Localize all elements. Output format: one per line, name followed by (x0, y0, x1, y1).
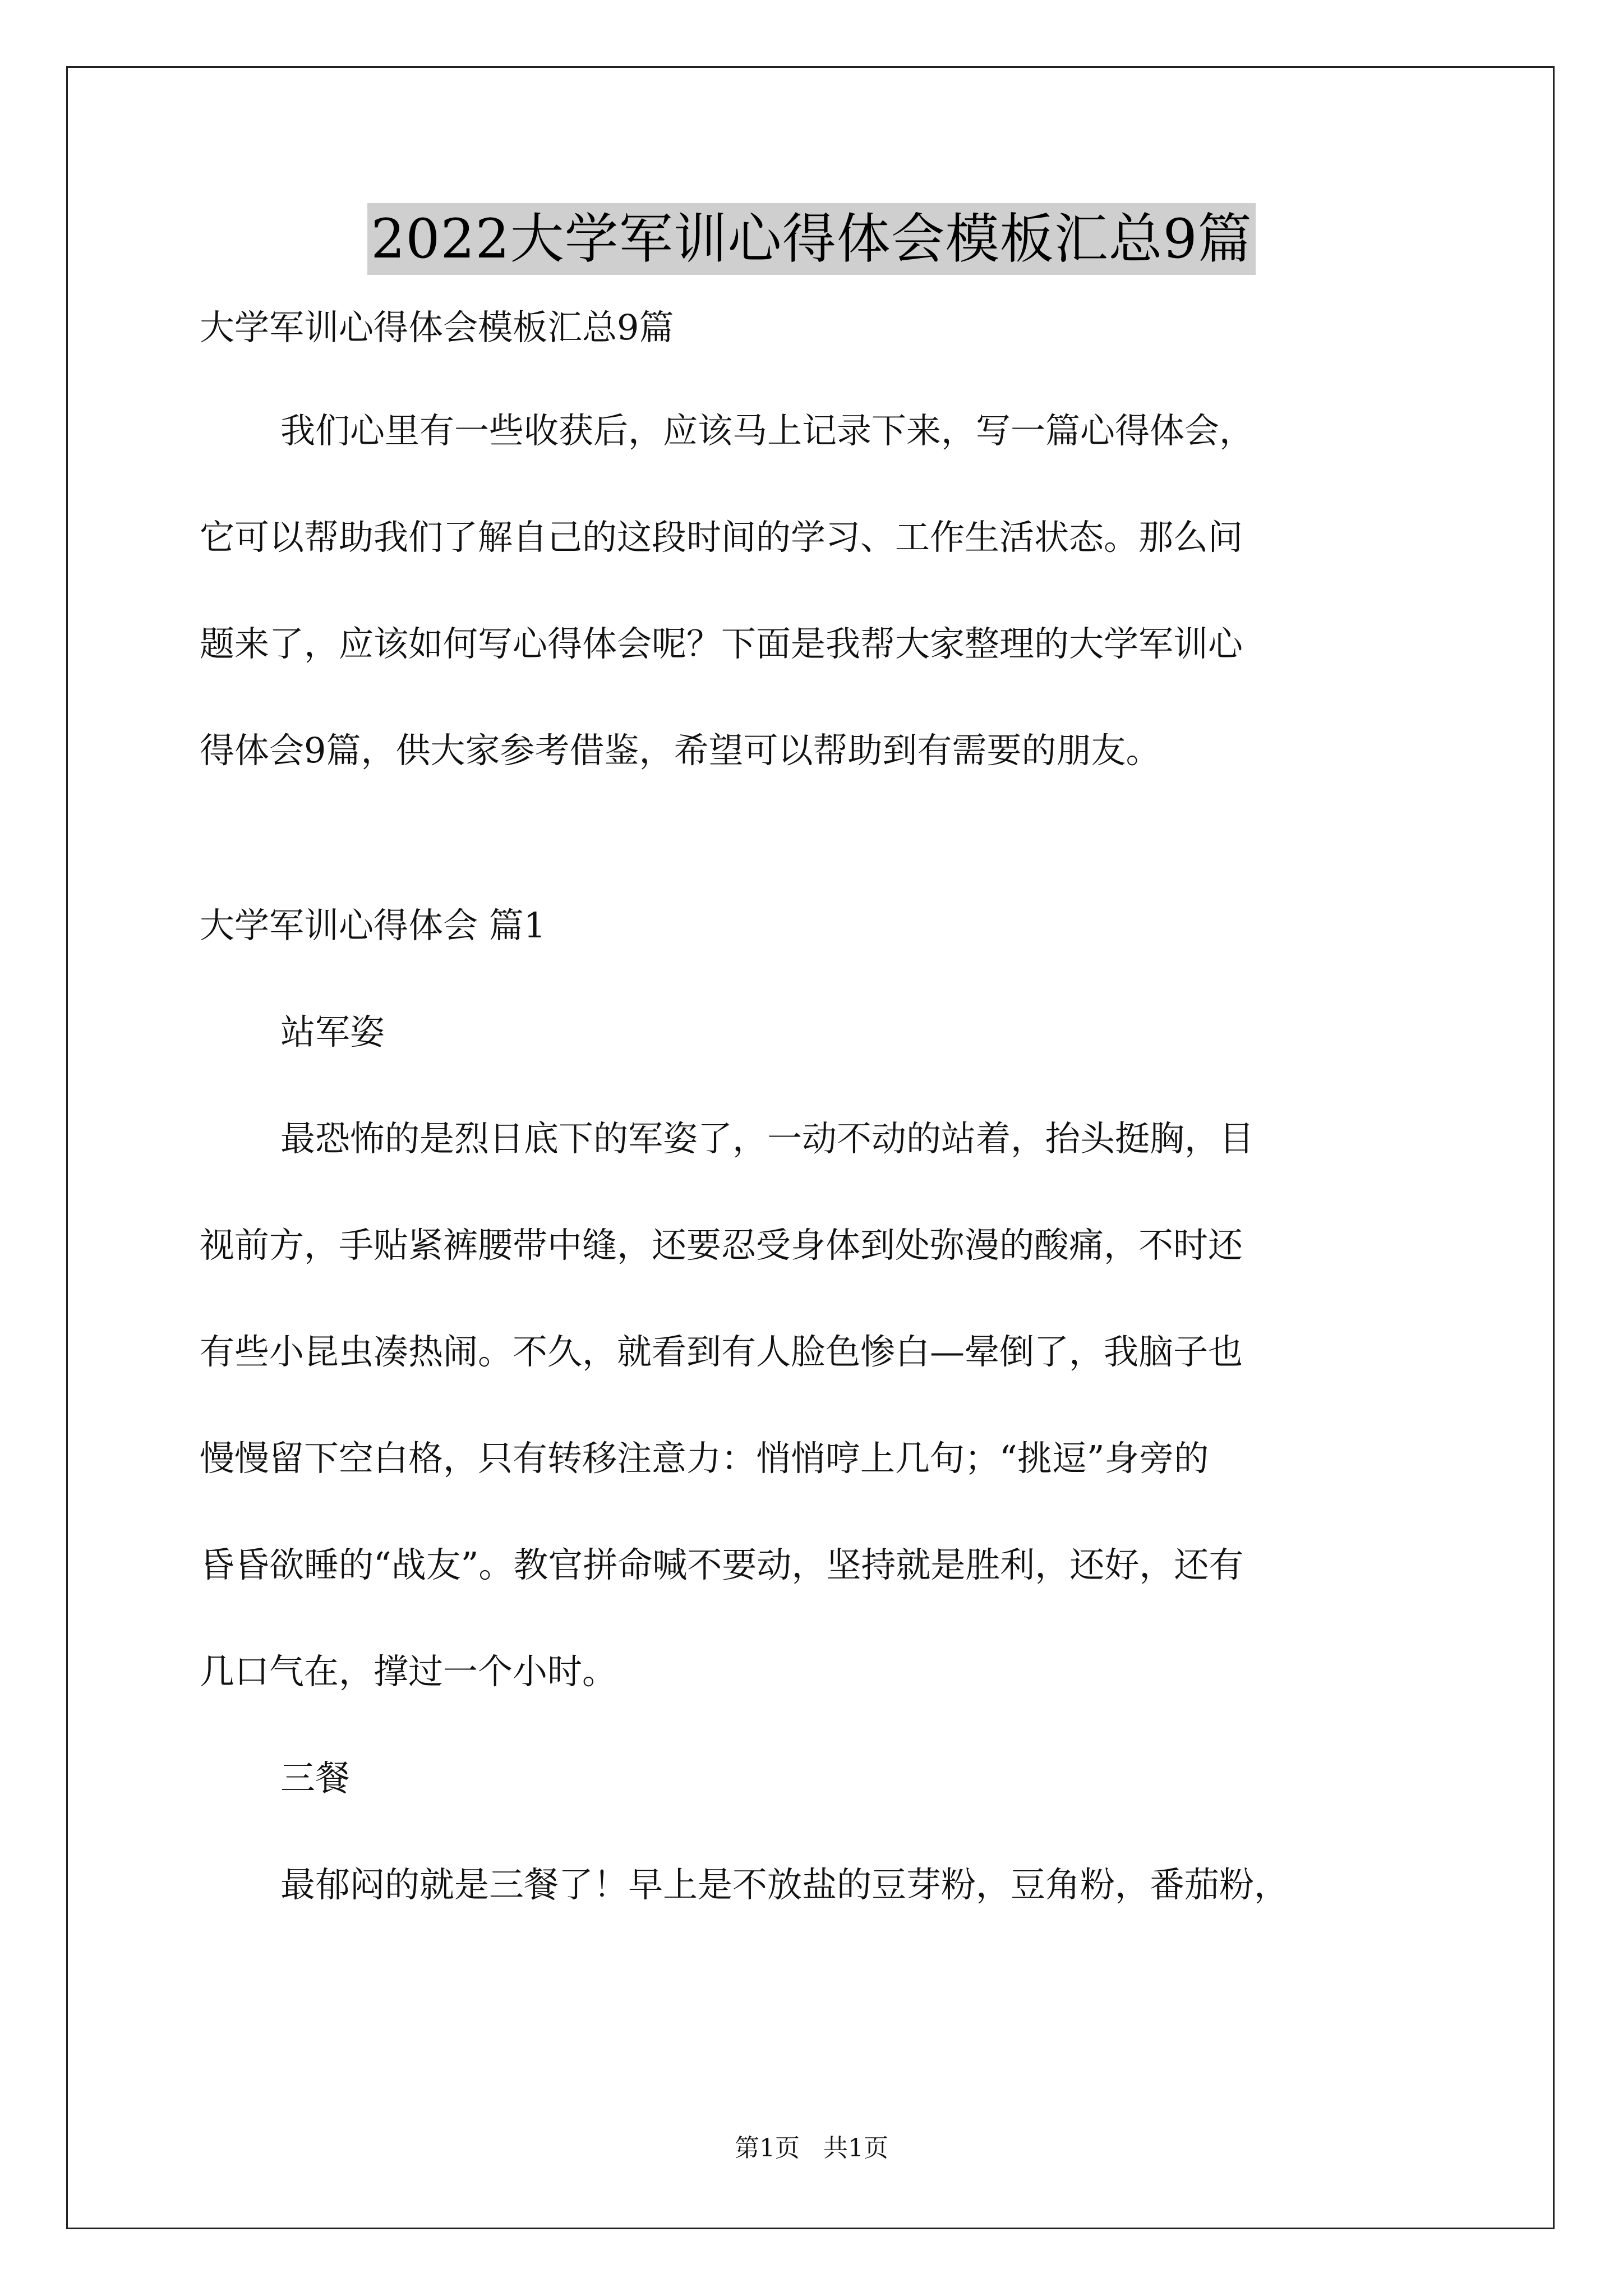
paragraph-line: 昏昏欲睡的“战友”。教官拼命喊不要动，坚持就是胜利，还好，还有 (200, 1544, 1244, 1585)
page-footer (0, 2132, 1623, 2165)
document-title: 2022大学军训心得体会模板汇总9篇 (367, 203, 1255, 275)
section-heading: 大学军训心得体会 篇1 (200, 905, 546, 946)
intro-line: 它可以帮助我们了解自己的这段时间的学习、工作生活状态。那么问 (200, 517, 1243, 558)
paragraph-line: 有些小昆虫凑热闹。不久，就看到有人脸色惨白—晕倒了，我脑子也 (200, 1331, 1243, 1372)
intro-line: 题来了，应该如何写心得体会呢？下面是我帮大家整理的大学军训心 (200, 623, 1243, 664)
paragraph-line: 最恐怖的是烈日底下的军姿了，一动不动的站着，抬头挺胸，目 (280, 1118, 1255, 1159)
page-number: 第1页 (735, 2134, 800, 2162)
subheading-three-meals: 三餐 (280, 1757, 351, 1798)
document-body (200, 309, 1433, 1972)
paragraph-line: 最郁闷的就是三餐了！早上是不放盐的豆芽粉，豆角粉，番茄粉， (280, 1864, 1289, 1905)
paragraph-line: 几口气在，撑过一个小时。 (200, 1651, 617, 1692)
intro-line: 得体会9篇，供大家参考借鉴，希望可以帮助到有需要的朋友。 (200, 730, 1161, 771)
intro-line: 我们心里有一些收获后，应该马上记录下来，写一篇心得体会， (280, 410, 1255, 451)
title-container (0, 203, 1623, 275)
document-subtitle: 大学军训心得体会模板汇总9篇 (200, 307, 674, 348)
paragraph-line: 慢慢留下空白格，只有转移注意力：悄悄哼上几句；“挑逗”身旁的 (200, 1438, 1209, 1479)
paragraph-line: 视前方，手贴紧裤腰带中缝，还要忍受身体到处弥漫的酸痛，不时还 (200, 1225, 1243, 1266)
page-total: 共1页 (823, 2134, 888, 2162)
subheading-standing-posture: 站军姿 (280, 1011, 385, 1052)
